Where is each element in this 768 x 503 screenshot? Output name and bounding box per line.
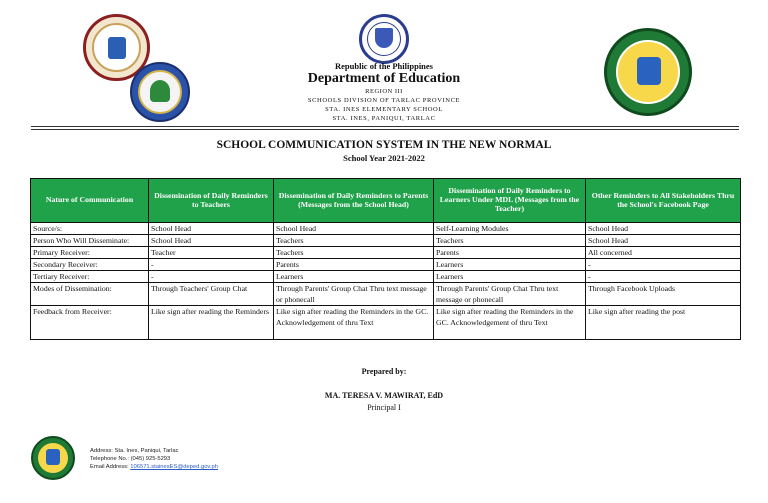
column-header: Dissemination of Daily Reminders to Parents (Messages from the School Head) xyxy=(274,179,434,223)
school-address: STA. INES, PANIQUI, TARLAC xyxy=(332,115,436,122)
republic-label: Republic of the Philippines xyxy=(334,61,433,71)
school-year: School Year 2021-2022 xyxy=(343,153,425,163)
footer-school-seal-logo xyxy=(31,436,75,480)
table-header-row xyxy=(31,179,741,223)
preparer-position: Principal I xyxy=(367,403,401,412)
school-name: STA. INES ELEMENTARY SCHOOL xyxy=(325,106,443,113)
document-title: SCHOOL COMMUNICATION SYSTEM IN THE NEW NORMAL xyxy=(216,139,552,151)
row-label: Secondary Receiver: xyxy=(31,259,149,271)
table-cell: Like sign after reading the Reminders in the GC. Acknowledgement of thru Text xyxy=(274,306,434,340)
table-row xyxy=(31,259,741,271)
deped-seal-logo xyxy=(359,14,409,64)
department-title: Department of Education xyxy=(307,71,461,86)
table-row xyxy=(31,235,741,247)
table-cell: School Head xyxy=(149,223,274,235)
table-cell: Like sign after reading the post xyxy=(586,306,741,340)
footer-telephone: Telephone No.: (045) 925-5293 xyxy=(90,456,171,462)
table-cell: All concerned xyxy=(586,247,741,259)
header-divider xyxy=(31,129,739,130)
table-cell: Teachers xyxy=(434,235,586,247)
table-cell: Through Teachers' Group Chat xyxy=(149,283,274,306)
row-label: Feedback from Receiver: xyxy=(31,306,149,340)
prepared-by-label: Prepared by: xyxy=(361,367,407,376)
table-cell: Like sign after reading the Reminders xyxy=(149,306,274,340)
row-label: Person Who Will Disseminate: xyxy=(31,235,149,247)
communication-table xyxy=(30,178,741,340)
column-header: Dissemination of Daily Reminders to Learners Under MDL (Messages from the Teacher) xyxy=(434,179,586,223)
table-row xyxy=(31,306,741,340)
table-cell: School Head xyxy=(274,223,434,235)
table-cell: Teachers xyxy=(274,235,434,247)
row-label: Modes of Dissemination: xyxy=(31,283,149,306)
table-cell: School Head xyxy=(586,235,741,247)
table-cell: Learners xyxy=(434,271,586,283)
division-label: SCHOOLS DIVISION OF TARLAC PROVINCE xyxy=(307,97,461,104)
row-label: Tertiary Receiver: xyxy=(31,271,149,283)
row-label: Source/s: xyxy=(31,223,149,235)
table-cell: Parents xyxy=(434,247,586,259)
table-row xyxy=(31,223,741,235)
table-row xyxy=(31,283,741,306)
table-cell: - xyxy=(149,271,274,283)
table-cell: Teachers xyxy=(274,247,434,259)
table-cell: - xyxy=(149,259,274,271)
footer-address: Address: Sta. Ines, Paniqui, Tarlac xyxy=(90,448,179,454)
column-header: Other Reminders to All Stakeholders Thru the School's Facebook Page xyxy=(586,179,741,223)
footer-email-label: Email Address: xyxy=(90,464,129,470)
region-label: REGION III xyxy=(365,88,403,95)
table-row xyxy=(31,247,741,259)
table-cell: Through Facebook Uploads xyxy=(586,283,741,306)
header-divider xyxy=(31,126,739,127)
table-cell: Parents xyxy=(274,259,434,271)
preparer-name: MA. TERESA V. MAWIRAT, EdD xyxy=(324,391,444,400)
column-header: Nature of Communication xyxy=(31,179,149,223)
footer-email-row xyxy=(90,464,218,470)
table-cell: Like sign after reading the Reminders in the GC. Acknowledgement of thru Text xyxy=(434,306,586,340)
table-cell: Teacher xyxy=(149,247,274,259)
table-cell: Learners xyxy=(274,271,434,283)
row-label: Primary Receiver: xyxy=(31,247,149,259)
table-cell: Self-Learning Modules xyxy=(434,223,586,235)
column-header: Dissemination of Daily Reminders to Teachers xyxy=(149,179,274,223)
table-cell: Through Parents' Group Chat Thru text message or phonecall xyxy=(434,283,586,306)
table-row xyxy=(31,271,741,283)
table-cell: Through Parents' Group Chat Thru text message or phonecall xyxy=(274,283,434,306)
table-cell: - xyxy=(586,271,741,283)
table-cell: Learners xyxy=(434,259,586,271)
footer-email-link[interactable]: 106571.stainesES@deped.gov.ph xyxy=(130,464,218,470)
table-cell: School Head xyxy=(149,235,274,247)
table-cell: - xyxy=(586,259,741,271)
table-cell: School Head xyxy=(586,223,741,235)
